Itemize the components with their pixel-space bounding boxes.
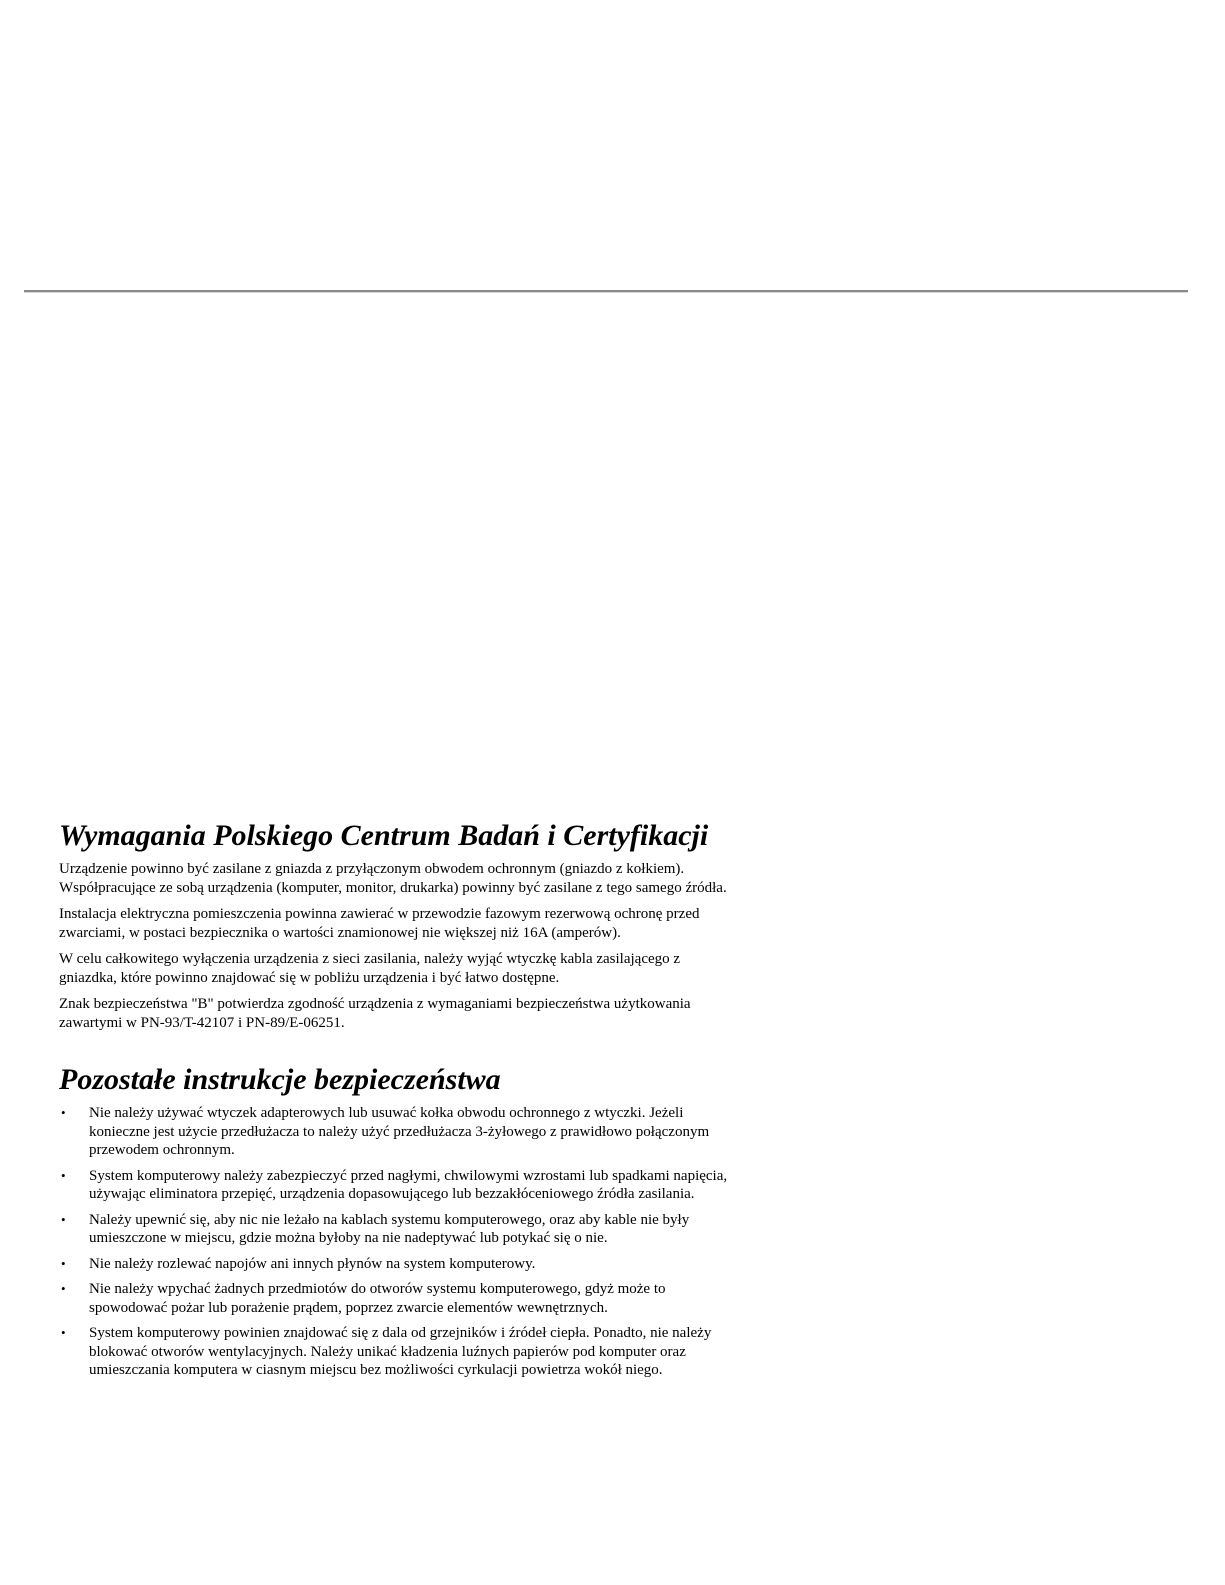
paragraph: Urządzenie powinno być zasilane z gniazda z przyłączonym obwodem ochronnym (gniazdo z kołkiem). Współpracujące ze sobą urządzenia (komputer, monitor, drukarka) powinny być zasilane z tego samego źródła. bbox=[59, 861, 727, 896]
bullet-icon: • bbox=[61, 1167, 66, 1183]
list-item bbox=[58, 1280, 738, 1317]
section-heading-pcbc: Wymagania Polskiego Centrum Badań i Certyfikacji bbox=[59, 819, 709, 852]
list-item-text: System komputerowy należy zabezpieczyć przed nagłymi, chwilowymi wzrostami lub spadkami napięcia, używając eliminatora przepięć, urządzenia dopasowującego lub bezzakłóceniowego źródła zasilania. bbox=[89, 1167, 728, 1202]
list-item bbox=[58, 1211, 738, 1248]
list-item bbox=[58, 1167, 738, 1204]
bullet-icon: • bbox=[61, 1255, 66, 1271]
list-item bbox=[58, 1324, 738, 1380]
bullet-icon: • bbox=[61, 1105, 66, 1120]
safety-instructions-list bbox=[58, 1104, 738, 1380]
list-item bbox=[58, 1255, 738, 1274]
horizontal-rule bbox=[24, 290, 1188, 293]
pcbc-requirements-section bbox=[58, 818, 738, 1032]
list-item bbox=[58, 1104, 738, 1160]
list-item-text: Nie należy używać wtyczek adapterowych lub usuwać kołka obwodu ochronnego z wtyczki. Jeżeli konieczne jest użycie przedłużacza to należy użyć przedłużacza 3-żyłowego z prawidłowo połączonym przewodem ochronnym. bbox=[89, 1105, 710, 1158]
section-heading-other-safety: Pozostałe instrukcje bezpieczeństwa bbox=[59, 1063, 501, 1096]
bullet-icon: • bbox=[61, 1281, 66, 1296]
safety-notice bbox=[58, 818, 738, 1387]
paragraph: Instalacja elektryczna pomieszczenia powinna zawierać w przewodzie fazowym rezerwową ochronę przed zwarciami, w postaci bezpiecznika o wartości znamionowej nie większej niż 16A (amperów). bbox=[59, 906, 700, 941]
list-item-text: Nie należy wpychać żadnych przedmiotów do otworów systemu komputerowego, gdyż może to spowodować pożar lub porażenie prądem, poprzez zwarcie elementów wewnętrznych. bbox=[89, 1281, 666, 1316]
other-safety-instructions-section bbox=[58, 1062, 738, 1380]
list-item-text: Nie należy rozlewać napojów ani innych płynów na system komputerowy. bbox=[89, 1255, 536, 1272]
paragraph: W celu całkowitego wyłączenia urządzenia z sieci zasilania, należy wyjąć wtyczkę kabla zasilającego z gniazdka, które powinno znajdować się w pobliżu urządzenia i być łatwo dostępne. bbox=[59, 951, 681, 986]
bullet-icon: • bbox=[61, 1211, 66, 1227]
list-item-text: System komputerowy powinien znajdować się z dala od grzejników i źródeł ciepła. Ponadto, nie należy blokować otworów wentylacyjnych. Należy unikać kładzenia luźnych papierów pod komputer oraz umieszczania komputera w ciasnym miejscu bez możliwości cyrkulacji powietrza wokół niego. bbox=[89, 1325, 712, 1378]
list-item-text: Należy upewnić się, aby nic nie leżało na kablach systemu komputerowego, oraz aby kable nie były umieszczone w miejscu, gdzie można byłoby na nie nadeptywać lub potykać się o nie. bbox=[89, 1211, 690, 1246]
paragraph: Znak bezpieczeństwa "B" potwierdza zgodność urządzenia z wymaganiami bezpieczeństwa użytkowania zawartymi w PN-93/T-42107 i PN-89/E-06251. bbox=[59, 996, 691, 1031]
bullet-icon: • bbox=[61, 1325, 66, 1340]
